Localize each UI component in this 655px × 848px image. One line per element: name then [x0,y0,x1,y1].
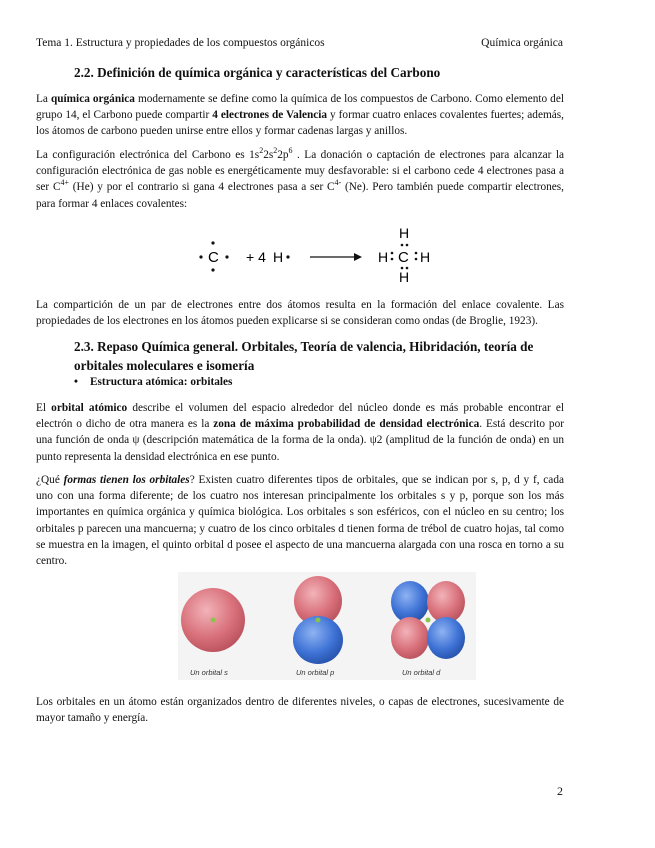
hydrogen-symbol: H [273,249,284,265]
d-orbital-label: Un orbital d [402,668,441,677]
page-header [36,37,563,49]
p-orbital-label: Un orbital p [296,668,335,677]
lewis-structure-equation [36,222,564,292]
bullet-dot-icon: • [74,376,78,388]
reaction-arrow-icon [310,253,362,261]
s-orbital-label: Un orbital s [190,668,228,677]
bullet-item: • Estructura atómica: orbitales [74,376,233,388]
s-orbital [181,588,245,652]
s-orbital-nucleus [211,618,216,623]
carbon-symbol: C [208,249,219,266]
section-2-2-paragraph-2: La configuración electrónica del Carbono es $1s^22s^22p^6$ . La donación o captación de electrones para alcanzar la configuración electrónica de gas noble es energéticamente muy desfavorable: si el carbono cede 4 electrones pasa a ser $C^{4+}$ (He) y por el contrario si gana 4 electrones pasa a ser $C^{4-}$ (Ne). Pero también puede compartir electrones, para formar 4 enlaces covalentes: [36,146,564,210]
section-2-3-title: 2.3. Repaso Química general. Orbitales, Teoría de valencia, Hibridación, teoría de orbitales moleculares e isomería [74,339,534,373]
hydrogen-electron [286,255,289,258]
methane-h-right: H [420,249,431,265]
header-left: Tema 1. Estructura y propiedades de los compuestos orgánicos [36,37,325,49]
carbon-atom-reactant [199,241,228,271]
section-2-2-paragraph-1: La química orgánica modernamente se define como la química de los compuestos de Carbono. Como elemento del grupo 14, el Carbono puede compartir 4 electrones de Valencia y formar cuatro enlaces covalentes fuertes; además, los átomos de carbono pueden unirse entre ellos y formar cadenas largas y anillos. [36,93,564,138]
d-orbital-nucleus [426,618,431,623]
header-right: Química orgánica [481,37,563,49]
p-orbital-nucleus [316,618,321,623]
methane-h-bottom: H [399,269,410,285]
plus-four-coefficient: + 4 [246,249,266,265]
section-2-3-paragraph-3: Los orbitales en un átomo están organizados dentro de diferentes niveles, o capas de electrones, sucesivamente de mayor tamaño y energía. [36,696,564,725]
section-2-3-paragraph-2: ¿Qué formas tienen los orbitales? Existen cuatro diferentes tipos de orbitales, que se indican por s, p, d y f, cada uno con una forma diferente; de los cuatro nos interesan principalmente los orbitales s y p, porque son los más importantes en química orgánica y química biológica. Los orbitales s son esféricos, con el núcleo en su centro; los orbitales p parecen una mancuerna; y cuatro de los cinco orbitales d tienen forma de trébol de cuatro hojas, tal como se muestra en la imagen, el quinto orbital d posee el aspecto de una mancuerna alargada con una rosca en torno a su centro. [36,474,564,568]
methane-c-center: C [398,249,409,266]
page-number: 2 [557,784,563,798]
section-2-2-paragraph-3: La compartición de un par de electrones entre dos átomos resulta en la formación del enlace covalente. Las propiedades de los electrones en los átomos pueden explicarse si se consideran como ondas (de Broglie, 1923). [36,299,564,328]
methane-h-left: H [378,249,389,265]
section-2-2-title: 2.2. Definición de química orgánica y características del Carbono [74,65,441,80]
orbitals-figure [178,572,476,680]
methane-h-top: H [399,225,410,241]
section-2-3-paragraph-1: El orbital atómico describe el volumen del espacio alrededor del núcleo donde es más probable encontrar el electrón o dicho de otra manera es la zona de máxima probabilidad de densidad electrónica. Está descrito por una función de onda ψ (descripción matemática de la forma de la onda). ψ2 (amplitud de la función de onda) en un punto representa la densidad electrónica en ese punto. [36,402,564,463]
methane-lewis-structure [378,225,430,285]
